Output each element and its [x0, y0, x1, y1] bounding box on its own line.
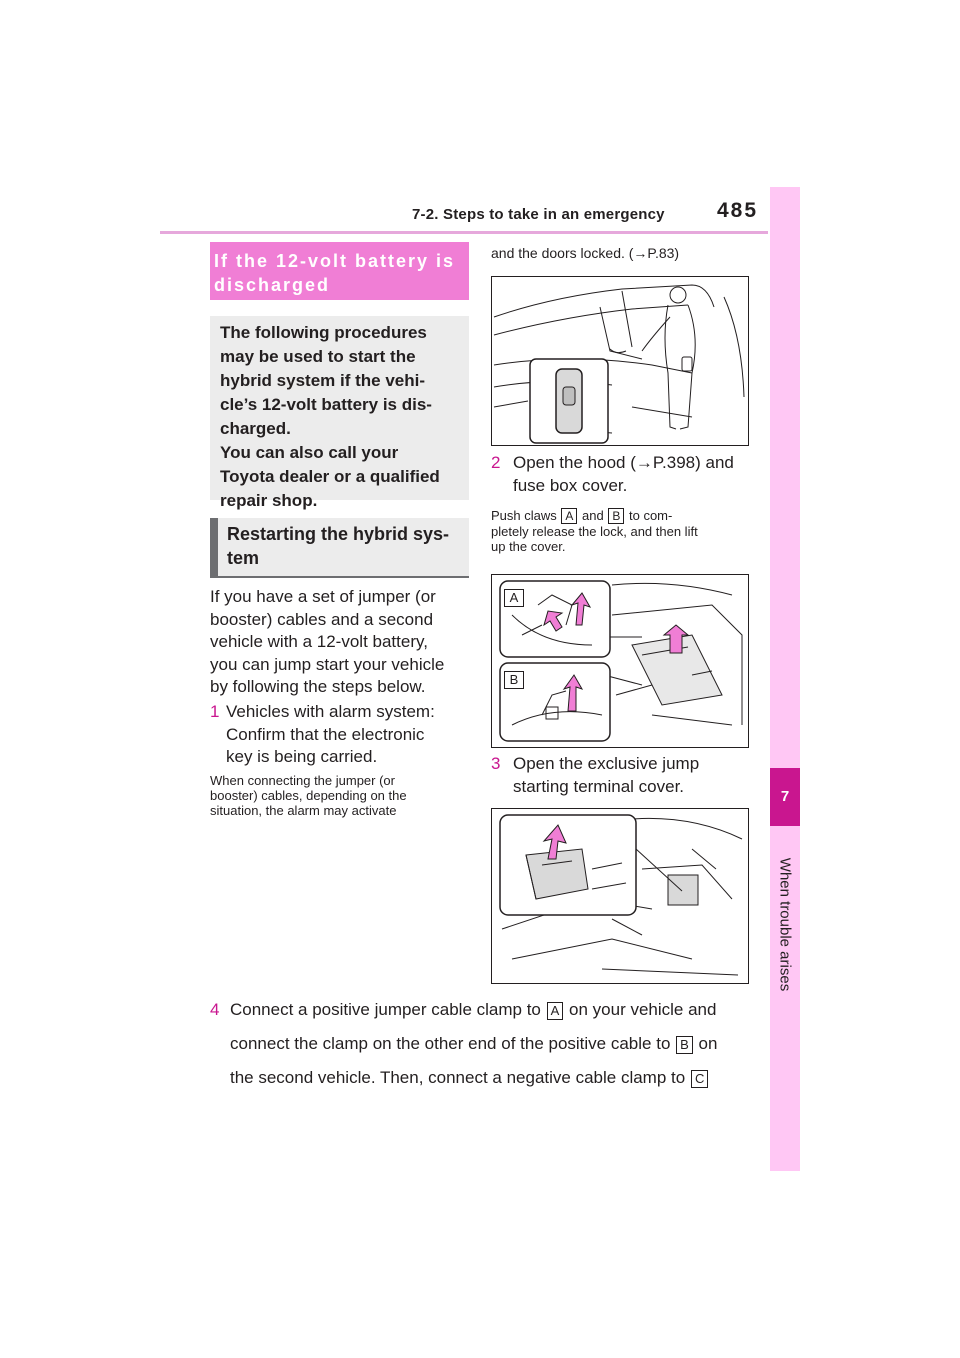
step-text: on your vehicle and [569, 1000, 717, 1019]
label-c-badge: C [691, 1070, 708, 1088]
figure-key-carried [491, 276, 749, 446]
engine-bay-illustration [492, 575, 748, 747]
intro-paragraph [210, 586, 472, 699]
paragraph-line: If you have a set of jumper (or [210, 587, 436, 606]
paragraph-line: vehicle with a 12-volt battery, [210, 632, 428, 651]
car-door-illustration [492, 277, 748, 445]
step-number: 2 [491, 453, 501, 472]
subsection-heading-line: Restarting the hybrid sys- [227, 524, 450, 544]
step-text: connect the clamp on the other end of the positive cable to [230, 1034, 671, 1053]
note-line: When connecting the jumper (or [210, 773, 395, 788]
chapter-number: 7 [770, 768, 800, 826]
alarm-note [210, 773, 472, 818]
step-4 [210, 993, 755, 1095]
label-a-badge: A [561, 508, 577, 524]
label-a-badge: A [547, 1002, 564, 1020]
page-reference: P.398) and [652, 453, 734, 472]
step-line: key is being carried. [226, 747, 378, 766]
step-text: on [698, 1034, 718, 1053]
section-title: 7-2. Steps to take in an emergency [412, 206, 665, 223]
intro-line: hybrid system if the vehi- [220, 371, 425, 390]
step-line: fuse box cover. [513, 475, 628, 495]
alarm-note-continued [491, 246, 679, 261]
label-b-badge: B [608, 508, 624, 524]
step-line: Vehicles with alarm system: [226, 702, 435, 721]
header-rule [160, 231, 768, 234]
step-text: Connect a positive jumper cable clamp to [230, 1000, 541, 1019]
arrow-icon: → [633, 245, 648, 261]
step-number: 3 [491, 754, 501, 773]
paragraph-line: booster) cables and a second [210, 609, 434, 629]
label-b-badge: B [676, 1036, 693, 1054]
note-line: booster) cables, depending on the [210, 788, 407, 803]
subsection-heading-line: tem [227, 548, 260, 568]
subsection-heading [210, 518, 469, 578]
intro-line: You can also call your [220, 443, 399, 462]
step-line: starting terminal cover. [513, 776, 685, 796]
figure-fuse-box-cover [491, 574, 749, 748]
figure-jump-terminal-cover [491, 808, 749, 984]
intro-line: charged. [220, 419, 291, 438]
paragraph-line: by following the steps below. [210, 677, 426, 696]
step-2 [491, 452, 753, 497]
callout-label-a: A [504, 589, 524, 607]
note-line: pletely release the lock, and then lift [491, 524, 698, 539]
step-line: Confirm that the electronic [226, 724, 425, 744]
note-text: and [582, 508, 604, 523]
chapter-label: When trouble arises [776, 857, 794, 992]
step-line: Open the exclusive jump [513, 754, 700, 773]
section-heading [210, 242, 469, 300]
intro-line: may be used to start the [220, 347, 416, 366]
paragraph-line: you can jump start your vehicle [210, 654, 445, 674]
intro-line: cle’s 12-volt battery is dis- [220, 395, 432, 414]
step-text: the second vehicle. Then, connect a negative cable clamp to [230, 1068, 686, 1087]
step-1 [210, 701, 472, 769]
push-claws-note [491, 508, 753, 554]
section-heading-line: discharged [214, 275, 331, 295]
step-text: Open the hood ( [513, 453, 636, 472]
chapter-label-container [770, 826, 800, 1026]
note-text: and the doors locked. ( [491, 245, 634, 261]
step-number: 4 [210, 1000, 220, 1019]
intro-box [210, 316, 469, 510]
arrow-icon: → [635, 453, 653, 472]
page-number: 485 [717, 199, 759, 222]
note-text: to com- [628, 508, 673, 523]
intro-line: Toyota dealer or a qualified [220, 467, 440, 486]
note-line: up the cover. [491, 539, 566, 554]
step-3 [491, 753, 753, 798]
step-number: 1 [210, 702, 220, 721]
callout-label-b: B [504, 671, 524, 689]
note-line: situation, the alarm may activate [210, 803, 397, 818]
page-reference: P.83) [647, 245, 680, 261]
section-heading-line: If the 12-volt battery is [214, 251, 456, 271]
intro-line: repair shop. [220, 491, 318, 510]
note-text: Push claws [491, 508, 557, 523]
engine-compartment-illustration [492, 809, 748, 983]
intro-line: The following procedures [220, 323, 427, 342]
